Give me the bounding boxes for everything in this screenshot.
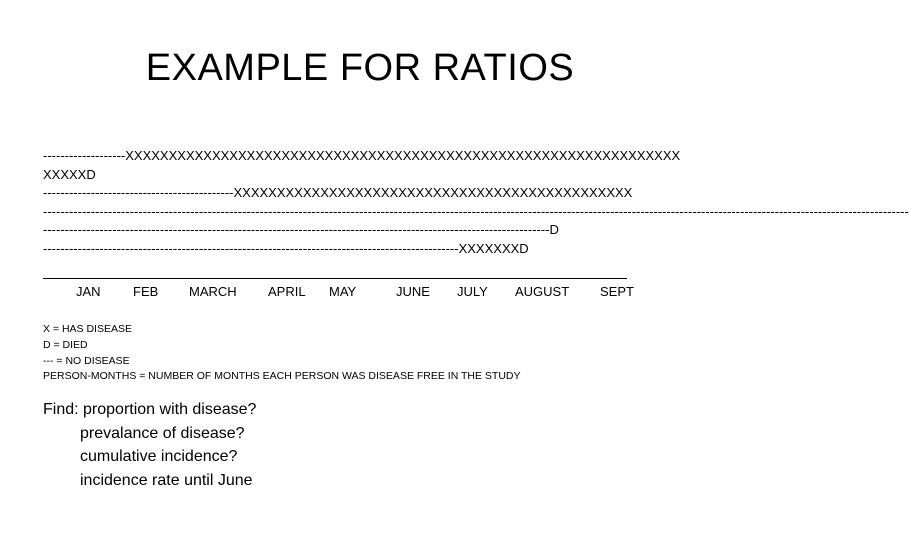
month-label: JULY (457, 284, 488, 299)
month-label: SEPT (600, 284, 634, 299)
month-label: APRIL (268, 284, 306, 299)
questions-heading: Find: proportion with disease? (43, 401, 257, 418)
month-label: MAY (329, 284, 357, 299)
timeline-row: ---------------------------------------------------------------------------------------------------------------------D (43, 222, 559, 237)
month-label: MARCH (189, 284, 237, 299)
month-label: FEB (133, 284, 159, 299)
legend-item: PERSON-MONTHS = NUMBER OF MONTHS EACH PERSON WAS DISEASE FREE IN THE STUDY (43, 370, 521, 383)
questions-block (43, 398, 256, 492)
legend (43, 322, 521, 385)
legend-item: --- = NO DISEASE (43, 354, 130, 367)
timeline-row: -------------------------------------------------------------------------------------------------------------------------------------------------------------------------------------------------------- (43, 203, 909, 219)
timeline-row: --------------------------------------------XXXXXXXXXXXXXXXXXXXXXXXXXXXXXXXXXXXXXXXXXXXXXX (43, 185, 633, 200)
legend-item: X = HAS DISEASE (43, 323, 132, 335)
month-label: JAN (76, 284, 101, 299)
timeline-row: ------------------------------------------------------------------------------------------------XXXXXXXD (43, 240, 529, 256)
question-item: prevalance of disease? (80, 424, 245, 442)
patient-timeline (43, 147, 909, 258)
question-item: incidence rate until June (80, 471, 253, 489)
legend-item: D = DIED (43, 338, 88, 351)
month-label: JUNE (396, 284, 430, 299)
timeline-row: -------------------XXXXXXXXXXXXXXXXXXXXXXXXXXXXXXXXXXXXXXXXXXXXXXXXXXXXXXXXXXXXXXXX (43, 148, 681, 163)
month-axis (0, 284, 720, 302)
slide-title: EXAMPLE FOR RATIOS (145, 47, 575, 89)
timeline-row: XXXXXD (43, 166, 96, 182)
timeline-axis-line (43, 278, 627, 279)
month-label: AUGUST (515, 284, 570, 299)
question-item: cumulative incidence? (80, 448, 238, 465)
